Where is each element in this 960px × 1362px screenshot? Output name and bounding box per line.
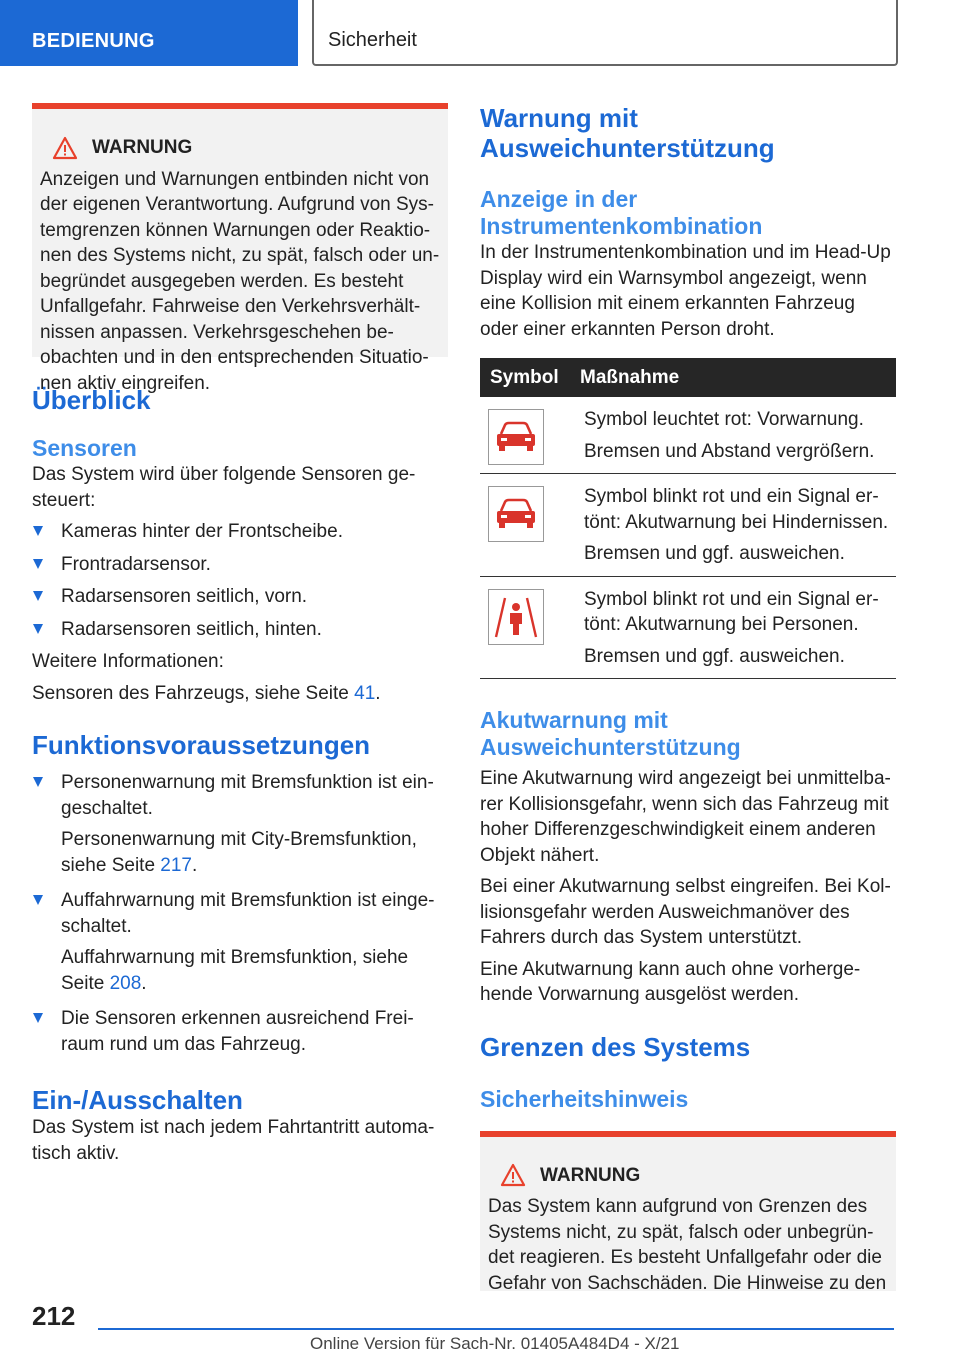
warning-text-line: Gefahr von Sachschäden. Die Hinweise zu den: [488, 1272, 887, 1291]
page-link[interactable]: 41: [354, 682, 376, 704]
page-number: 212: [32, 1301, 76, 1331]
warning-text-line: Das System kann aufgrund von Grenzen des: [488, 1196, 868, 1217]
onoff-text: Das System ist nach jedem Fahrtantritt automa-: [32, 1117, 435, 1138]
display-text: eine Kollision mit einem erkannten Fahrzeug: [480, 293, 855, 314]
bullet-triangle-icon: [33, 895, 43, 905]
symbol-table: [480, 358, 896, 679]
overview-heading: Überblick: [32, 385, 151, 415]
acute-paragraph: Bei einer Akutwarnung selbst eingreifen. Bei Kol- lisionsgefahr werden Ausweichmanöver des Fahrers durch das System unterstützt.: [480, 876, 891, 948]
bullet-triangle-icon: [33, 559, 43, 569]
list-item: Radarsensoren seitlich, vorn.: [32, 584, 448, 610]
chapter-title: Sicherheit: [328, 29, 417, 51]
list-item: Kameras hinter der Frontscheibe.: [32, 519, 448, 545]
list-item: Die Sensoren erkennen ausreichend Frei- raum rund um das Fahrzeug.: [32, 1006, 448, 1057]
limits-heading: Grenzen des Systems: [480, 1031, 751, 1062]
onoff-text: tisch aktiv.: [32, 1142, 120, 1164]
chapter-title-box: [312, 0, 898, 66]
acute-paragraph: Eine Akutwarnung wird angezeigt bei unmittelba- rer Kollisionsgefahr, wenn sich das Fahrzeug mit hoher Differenzgeschwindigkeit einem anderen Objekt nähert.: [480, 768, 891, 866]
sensors-intro: Das System wird über folgende Sensoren ge-: [32, 464, 416, 485]
footer-divider: [98, 1328, 894, 1330]
warning-text-line: Anzeigen und Warnungen entbinden nicht von: [40, 168, 430, 190]
display-text: Display wird ein Warnsymbol angezeigt, wenn: [480, 267, 867, 289]
table-header-symbol: Symbol: [480, 358, 570, 397]
list-item: Auffahrwarnung mit Bremsfunktion ist einge- schaltet. Auffahrwarnung mit Bremsfunktion, siehe Seite 208.: [32, 888, 448, 996]
section-tab[interactable]: [0, 0, 298, 66]
warning-text-line: begründet ausgegeben werden. Es besteht: [40, 270, 404, 292]
car-acute-warning-icon: [488, 486, 544, 542]
warning-header: [52, 135, 440, 161]
table-row: Symbol leuchtet rot: Vorwarnung. Bremsen und Abstand vergrößern.: [480, 397, 896, 474]
display-heading: Anzeige in der Instrumentenkombination: [480, 186, 763, 239]
list-item: Radarsensoren seitlich, hinten.: [32, 617, 448, 643]
car-warning-icon: [488, 409, 544, 465]
warning-label: WARNUNG: [92, 137, 193, 158]
warning-text-line: obachten und in den entsprechenden Situatio-: [40, 347, 429, 368]
table-row: Symbol blinkt rot und ein Signal er- tönt: Akutwarnung bei Personen. Bremsen und ggf. ausweichen.: [480, 576, 896, 679]
warning-text-line: nen des Systems nicht, zu spät, falsch oder un-: [40, 245, 440, 266]
warning-box: [32, 103, 448, 394]
warning-text-line: nen aktiv eingreifen.: [40, 372, 211, 394]
table-row: Symbol blinkt rot und ein Signal er- tönt: Akutwarnung bei Hindernissen. Bremsen und ggf. ausweichen.: [480, 474, 896, 577]
acute-heading: Akutwarnung mit Ausweichunterstützung: [480, 707, 741, 760]
sensor-list: [32, 519, 448, 642]
warning-text-line: det reagieren. Es besteht Unfallgefahr oder die: [488, 1247, 882, 1268]
sensors-intro: steuert:: [32, 489, 96, 511]
section-label: BEDIENUNG: [32, 30, 155, 52]
left-column: [32, 103, 448, 1166]
online-version-text: Online Version für Sach-Nr. 01405A484D4 - X/21: [310, 1334, 680, 1353]
warning-text-line: temgrenzen können Warnungen oder Reaktio-: [40, 219, 431, 241]
more-info: Weitere Informationen:: [32, 651, 224, 672]
list-item: Personenwarnung mit Bremsfunktion ist ein- geschaltet. Personenwarnung mit City-Bremsfunktion, siehe Seite 217.: [32, 770, 448, 878]
acute-paragraph: Eine Akutwarnung kann auch ohne vorherge- hende Vorwarnung ausgelöst werden.: [480, 958, 861, 1005]
safety-heading: Sicherheitshinweis: [480, 1085, 689, 1112]
person-warning-icon: [488, 589, 544, 645]
display-text: oder einer erkannten Person droht.: [480, 318, 775, 340]
warning-triangle-icon: [500, 1163, 526, 1187]
warning-text-line: Unfallgefahr. Fahrweise den Verkehrsverhält-: [40, 296, 421, 317]
page-link[interactable]: 208: [109, 972, 142, 994]
warning-text-line: der eigenen Verantwortung. Aufgrund von Sys-: [40, 194, 434, 215]
bullet-triangle-icon: [33, 1013, 43, 1023]
bullet-triangle-icon: [33, 591, 43, 601]
sensor-reference: Sensoren des Fahrzeugs, siehe Seite 41.: [32, 682, 381, 704]
bullet-triangle-icon: [33, 624, 43, 634]
warning-triangle-icon: [52, 136, 78, 160]
warning-text-line: Systems nicht, zu spät, falsch oder unbegrün-: [488, 1221, 874, 1243]
warning-label: WARNUNG: [540, 1164, 641, 1186]
bullet-triangle-icon: [33, 526, 43, 536]
page-header: [0, 0, 960, 66]
evasion-heading: Warnung mit Ausweichunterstützung: [480, 103, 775, 163]
list-item: Frontradarsensor.: [32, 552, 448, 578]
requirements-list: [32, 770, 448, 1057]
warning-box: [480, 1131, 896, 1291]
onoff-heading: Ein-/Ausschalten: [32, 1085, 243, 1115]
table-header-action: Maßnahme: [570, 358, 896, 397]
warning-header: [500, 1163, 888, 1189]
requirements-heading: Funktionsvoraussetzungen: [32, 730, 371, 760]
right-column: [480, 103, 896, 1291]
warning-text-line: nissen anpassen. Verkehrsgeschehen be-: [40, 321, 394, 343]
page-link[interactable]: 217: [160, 854, 192, 876]
sensors-heading: Sensoren: [32, 435, 137, 461]
bullet-triangle-icon: [33, 777, 43, 787]
display-text: In der Instrumentenkombination und im Head-Up: [480, 242, 891, 263]
